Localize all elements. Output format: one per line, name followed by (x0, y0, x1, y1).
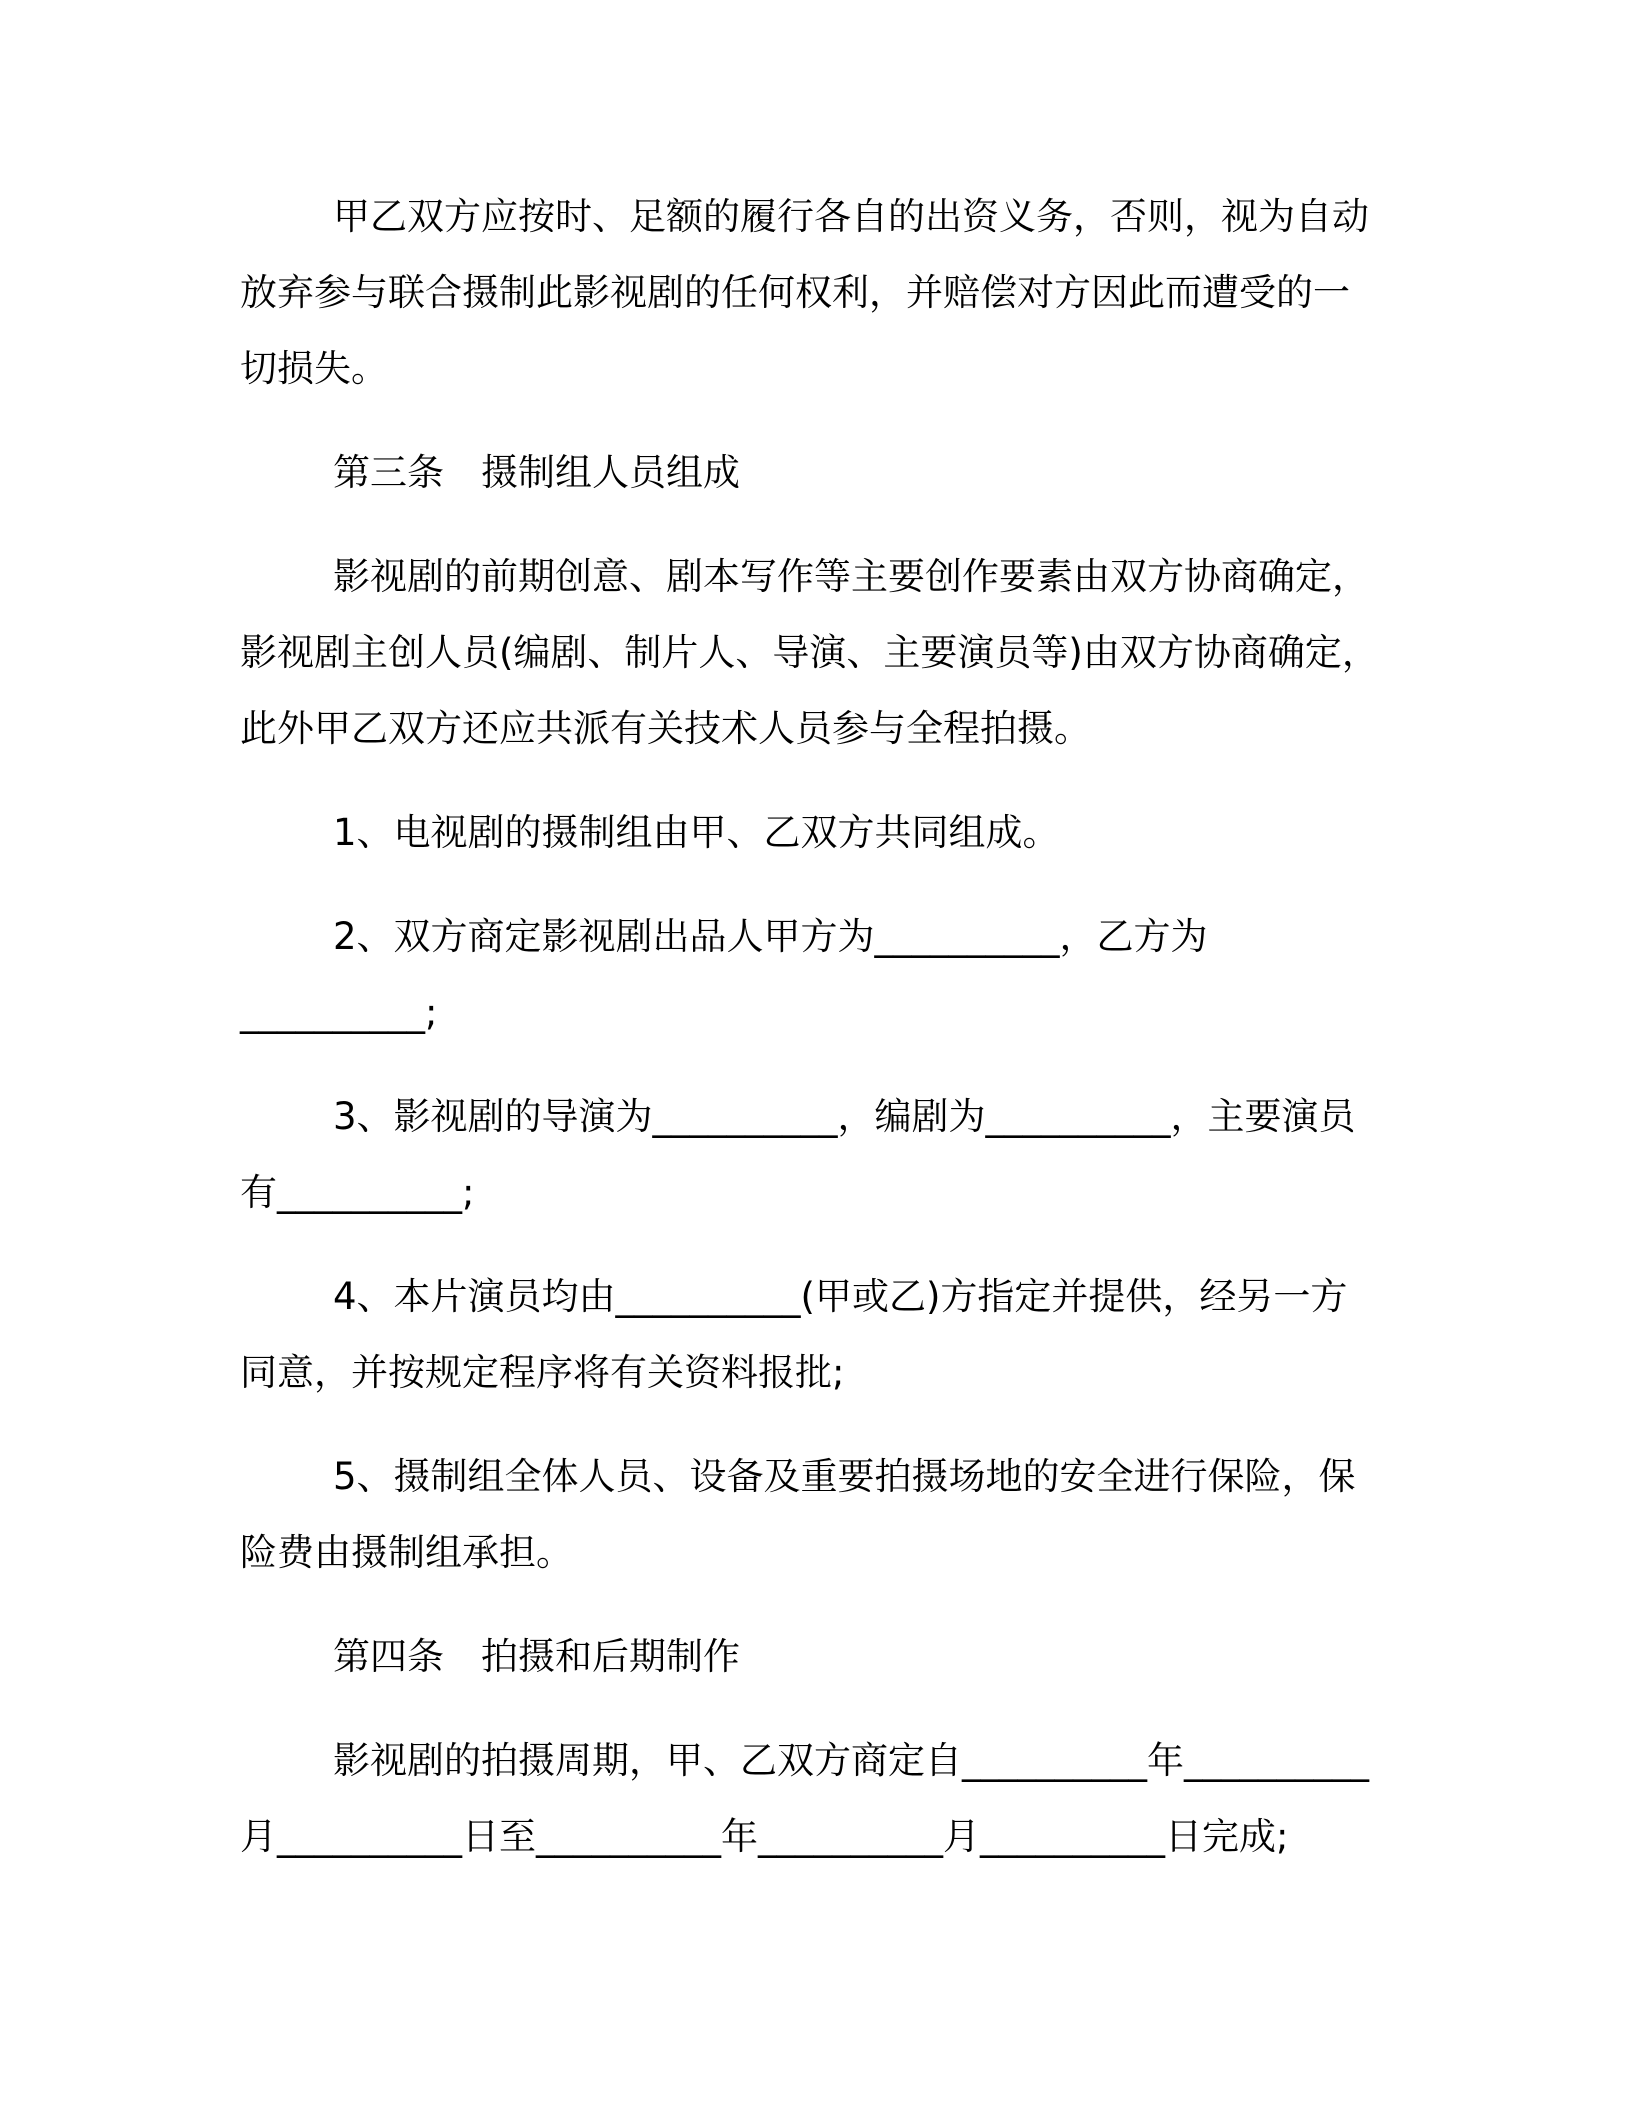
article-heading-3 (240, 435, 1400, 511)
text-line: 1、电视剧的摄制组由甲、乙双方共同组成。 (333, 811, 1060, 854)
text-line: 影视剧主创人员(编剧、制片人、导演、主要演员等)由双方协商确定， (240, 631, 1379, 674)
text-line: 同意，并按规定程序将有关资料报批; (240, 1351, 845, 1394)
clause-item-4 (240, 1259, 1400, 1411)
text-line: __________; (240, 991, 438, 1034)
text-line: 影视剧的拍摄周期，甲、乙双方商定自__________年__________ (333, 1739, 1369, 1782)
document-body (240, 179, 1400, 1903)
clause-item-3 (240, 1079, 1400, 1231)
text-line: 此外甲乙双方还应共派有关技术人员参与全程拍摄。 (240, 707, 1091, 750)
text-line: 险费由摄制组承担。 (240, 1531, 573, 1574)
paragraph-article-3-intro (240, 539, 1400, 767)
text-line: 2、双方商定影视剧出品人甲方为__________，乙方为 (333, 915, 1208, 958)
clause-item-1 (240, 795, 1400, 871)
paragraph-investment-obligation (240, 179, 1400, 407)
text-line: 影视剧的前期创意、剧本写作等主要创作要素由双方协商确定， (333, 555, 1369, 598)
article-heading-4 (240, 1619, 1400, 1695)
text-line: 有__________; (240, 1171, 475, 1214)
text-line: 甲乙双方应按时、足额的履行各自的出资义务，否则，视为自动 (333, 195, 1369, 238)
article-title: 摄制组人员组成 (481, 451, 740, 494)
text-line: 5、摄制组全体人员、设备及重要拍摄场地的安全进行保险，保 (333, 1455, 1356, 1498)
clause-item-2 (240, 899, 1400, 1051)
paragraph-article-4-intro (240, 1723, 1400, 1875)
article-number: 第三条 (333, 451, 444, 494)
text-line: 4、本片演员均由__________(甲或乙)方指定并提供，经另一方 (333, 1275, 1348, 1318)
article-title: 拍摄和后期制作 (481, 1635, 740, 1678)
text-line: 放弃参与联合摄制此影视剧的任何权利，并赔偿对方因此而遭受的一 (240, 271, 1350, 314)
text-line: 月__________日至__________年__________月__________日完成; (240, 1815, 1289, 1858)
text-line: 3、影视剧的导演为__________，编剧为__________，主要演员 (333, 1095, 1356, 1138)
text-line: 切损失。 (240, 347, 388, 390)
article-number: 第四条 (333, 1635, 444, 1678)
clause-item-5 (240, 1439, 1400, 1591)
